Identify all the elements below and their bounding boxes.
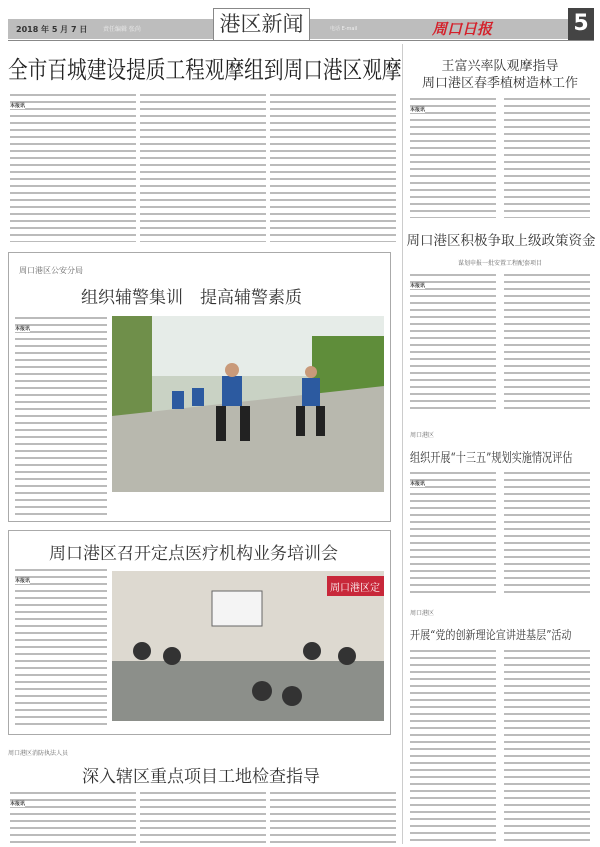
main-article-col-3 [270, 92, 396, 242]
article-text [15, 567, 107, 727]
byline: 本报讯 [15, 326, 31, 332]
tree-text-col-1 [410, 96, 496, 218]
byline: 本报讯 [410, 283, 426, 289]
fire-text-col-1 [10, 790, 136, 847]
section-title: 港区新闻 [213, 8, 310, 40]
main-article-col-2 [140, 92, 266, 242]
byline: 本报讯 [10, 801, 26, 807]
tree-headline-1: 王富兴率队观摩指导 [441, 59, 559, 74]
byline: 本报讯 [10, 103, 26, 109]
byline: 本报讯 [410, 481, 426, 487]
headline: 周口港区召开定点医疗机构业务培训会 [49, 544, 338, 564]
issue-date: 2018 年 5 月 7 日 [16, 25, 88, 34]
funds-text-col-2 [504, 272, 590, 412]
tree-headline-2: 周口港区春季植树造林工作 [421, 76, 578, 91]
party-text-col-2 [504, 648, 590, 844]
byline: 本报讯 [15, 578, 31, 584]
plan-text-col-1 [410, 470, 496, 595]
contact-info: 电话 E-mail [330, 26, 358, 32]
main-article-col-1 [10, 92, 136, 242]
tree-text-col-2 [504, 96, 590, 218]
party-text-col-1 [410, 648, 496, 844]
plan-kicker: 周口港区 [410, 432, 435, 439]
editor-credit: 责任编辑 张尚 [103, 26, 141, 33]
fire-kicker: 周口港区消防执法人员 [8, 750, 69, 757]
kicker: 周口港区公安分局 [19, 266, 83, 275]
plan-headline: 组织开展“十三五”规划实施情况评估 [410, 451, 573, 466]
fire-headline: 深入辖区重点项目工地检查指导 [82, 767, 320, 787]
banner-text: 周口港区定 [330, 583, 380, 594]
page-number: 5 [568, 8, 594, 40]
plan-text-col-2 [504, 470, 590, 595]
police-training-photo [112, 316, 384, 492]
training-meeting-photo [112, 571, 384, 721]
byline: 本报讯 [410, 107, 426, 113]
medical-article [8, 530, 391, 735]
party-headline: 开展“党的创新理论宣讲进基层”活动 [410, 628, 572, 642]
party-kicker: 周口港区 [410, 610, 435, 617]
lead-headline: 全市百城建设提质工程观摩组到周口港区观摩 [8, 56, 402, 84]
fire-text-col-2 [140, 790, 266, 847]
article-text [15, 315, 107, 515]
funds-subheadline: 谋划申报一批安置工程配套项目 [457, 260, 542, 267]
funds-headline: 周口港区积极争取上级政策资金 [406, 233, 596, 249]
column-divider [402, 44, 403, 844]
header-divider [8, 40, 594, 41]
headline: 组织辅警集训 提高辅警素质 [81, 288, 302, 308]
fire-text-col-3 [270, 790, 396, 847]
police-article [8, 252, 391, 522]
funds-text-col-1 [410, 272, 496, 412]
newspaper-logo: 周口日报 [432, 20, 493, 38]
